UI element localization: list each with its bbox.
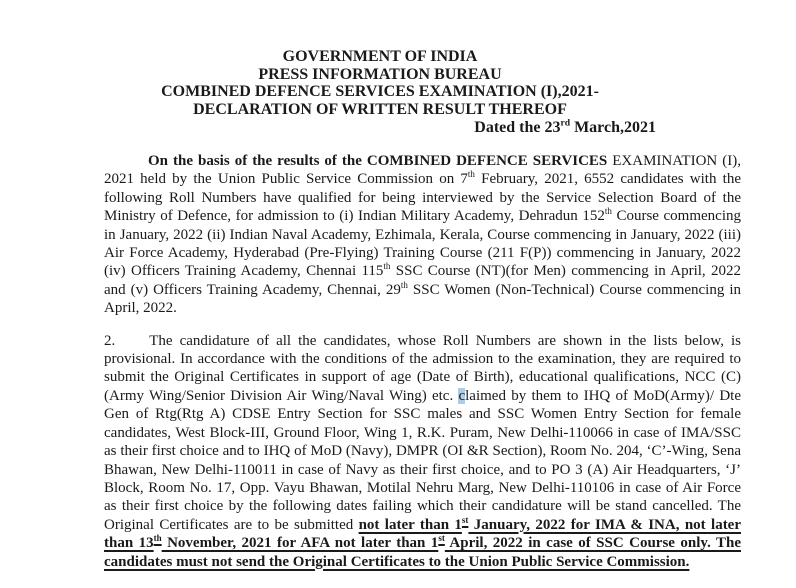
text-run: 2. — [104, 332, 116, 349]
paragraphs-container — [104, 152, 741, 571]
text-run: EXAMINATION (I), 2021 held by the Union Public Service Commission on 7 — [104, 153, 741, 188]
text-run: SSC Course (NT)(for Men) commencing in April, 2022 and (v) Officers Training Academy, Chennai, 29 — [104, 263, 742, 298]
instructions-paragraph — [104, 332, 741, 571]
text-run: laimed by them to IHQ of MoD(Army)/ Dte Gen of Rtg(Rtg A) CDSE Entry Section for SSC males and SSC Women Entry Section for female candidates, West Block-III, Ground Floor, Wing 1, R.K. Puram, New Delhi-110066 in case of IMA/SSC as their first choice and to IHQ of MoD (Navy), DMPR (OI &R Section), Room No. 204, ‘C’-Wing, Sena Bhawan, New Delhi-110011 in case of Navy as their first choice, and to PO 3 (A) Air Headquarters, ‘J’ Block, Room No. 17, Opp. Vayu Bhawan, Motilal Nehru Marg, New Delhi-110106 in case of Air Force as their first choice by the following dates failing which their candidature will be stand cancelled. The Original Certificates are to be submitted — [104, 387, 741, 533]
text-run: February, 2021, 6552 candidates with the following Roll Numbers have qualified for being interviewed by the Service Selection Board of the Ministry of Defence, for admission to (i) Indian Military Academy, Dehradun 152 — [104, 171, 741, 225]
text-run: th — [467, 169, 475, 180]
text-run: The candidature of all the candidates, whose Roll Numbers are shown in the lists below, is provisional. In accordance with the conditions of the admission to the examination, they are required to submit the Original Certificates in support of age (Date of Birth), educational qualifications, NCC (C) (Army Wing/Senior Division Air Wing/Naval Wing) etc. — [104, 332, 741, 404]
document-header — [104, 48, 656, 137]
header-line-bureau: PRESS INFORMATION BUREAU — [258, 65, 502, 83]
date-prefix: Dated the 23 — [474, 119, 561, 136]
text-run: th — [400, 279, 408, 290]
header-line-exam-title: COMBINED DEFENCE SERVICES EXAMINATION (I),2021- — [161, 83, 599, 100]
text-run: th — [383, 261, 391, 272]
text-run: st — [461, 514, 469, 525]
date-suffix: March,2021 — [570, 119, 656, 136]
header-line-government: GOVERNMENT OF INDIA — [282, 48, 478, 65]
text-run: SSC Women (Non-Technical) Course commencing in April, 2022. — [104, 281, 741, 317]
text-run: Course commencing in January, 2022 (ii) Indian Naval Academy, Ezhimala, Kerala, Course commencing in January, 2022 (iii) Air Force Academy, Hyderabad (Pre-Flying) Training Course (211 F(P)) commencing in January, 2022 (iv) Officers Training Academy, Chennai 115 — [104, 208, 741, 280]
text-run: January, 2022 for IMA & INA, not later than 13 — [104, 516, 741, 552]
intro-paragraph — [104, 152, 741, 318]
text-run: On the basis of the results of the COMBINED DEFENCE SERVICES — [148, 153, 608, 169]
text-run: th — [153, 533, 162, 544]
text-run: st — [438, 533, 445, 544]
date-ordinal-superscript: rd — [560, 117, 571, 129]
highlighted-character: c — [458, 387, 466, 404]
date-line — [104, 119, 656, 137]
text-run: November, 2021 for AFA not later than 1 — [161, 535, 439, 552]
header-line-declaration: DECLARATION OF WRITTEN RESULT THEREOF — [193, 100, 567, 118]
text-run: th — [604, 206, 612, 217]
text-run: not later than 1 — [358, 516, 462, 533]
text-run: April, 2022 in case of SSC Course only. The candidates must not send the Original Certificates to the Union Public Service Commission. — [104, 535, 741, 570]
